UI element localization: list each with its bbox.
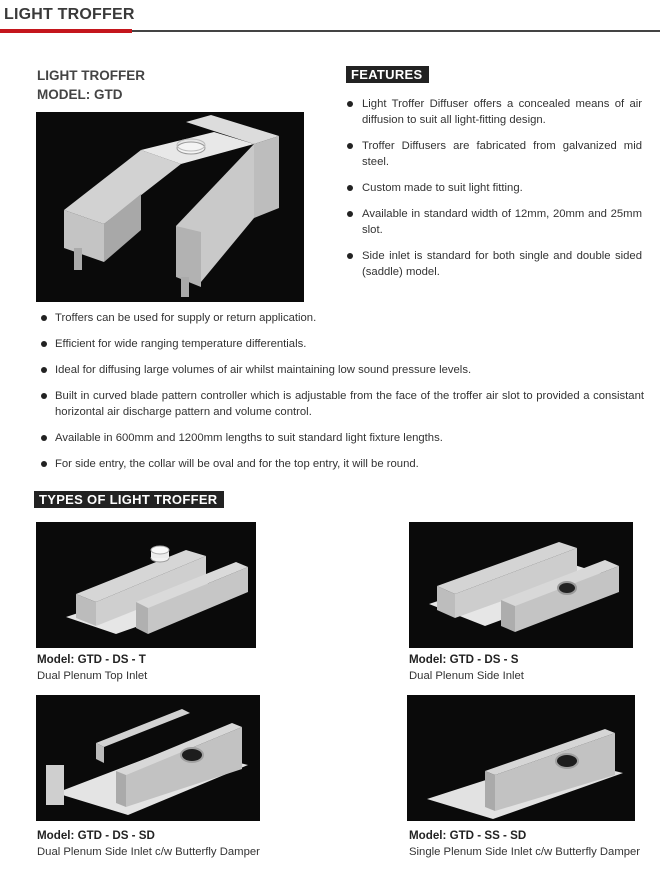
model-photo-ds-t — [36, 522, 256, 648]
model-name: Model: GTD - DS - SD — [37, 829, 155, 842]
features-label: FEATURES — [346, 66, 429, 83]
product-title-line1: LIGHT TROFFER — [37, 68, 145, 83]
model-caption-ds-s — [409, 653, 524, 682]
product-title — [37, 66, 145, 104]
product-model: MODEL: GTD — [37, 87, 123, 102]
model-photo-ss-sd — [407, 695, 635, 821]
general-item: Efficient for wide ranging temperature differentials. — [40, 336, 644, 352]
model-name: Model: GTD - DS - T — [37, 653, 146, 666]
general-item: Troffers can be used for supply or return application. — [40, 310, 644, 326]
general-item: Available in 600mm and 1200mm lengths to suit standard light fixture lengths. — [40, 430, 644, 446]
types-label: TYPES OF LIGHT TROFFER — [34, 491, 224, 508]
model-description: Dual Plenum Side Inlet — [409, 670, 524, 682]
general-features-list — [40, 310, 644, 482]
header-accent-bar — [0, 29, 132, 33]
model-caption-ds-sd — [37, 829, 260, 858]
model-photo-ds-s — [409, 522, 633, 648]
general-item: Ideal for diffusing large volumes of air whilst maintaining low sound pressure levels. — [40, 362, 644, 378]
feature-item: Custom made to suit light fitting. — [346, 180, 642, 196]
model-name: Model: GTD - DS - S — [409, 653, 519, 666]
feature-item: Troffer Diffusers are fabricated from galvanized mid steel. — [346, 138, 642, 170]
feature-item: Light Troffer Diffuser offers a concealed means of air diffusion to suit all light-fitting design. — [346, 96, 642, 128]
model-description: Dual Plenum Side Inlet c/w Butterfly Damper — [37, 846, 260, 858]
general-item: Built in curved blade pattern controller which is adjustable from the face of the troffer air slot to provided a consistant horizontal air discharge pattern and volume control. — [40, 388, 644, 420]
model-description: Single Plenum Side Inlet c/w Butterfly Damper — [409, 846, 641, 858]
feature-item: Side inlet is standard for both single and double sided (saddle) model. — [346, 248, 642, 280]
model-caption-ds-t — [37, 653, 147, 682]
model-caption-ss-sd — [409, 829, 640, 858]
page-header-title: LIGHT TROFFER — [4, 6, 135, 23]
model-name: Model: GTD - SS - SD — [409, 829, 527, 842]
general-item: For side entry, the collar will be oval and for the top entry, it will be round. — [40, 456, 644, 472]
features-list — [346, 96, 642, 290]
model-description: Dual Plenum Top Inlet — [37, 670, 148, 682]
main-product-photo — [36, 112, 304, 302]
model-photo-ds-sd — [36, 695, 260, 821]
feature-item: Available in standard width of 12mm, 20mm and 25mm slot. — [346, 206, 642, 238]
